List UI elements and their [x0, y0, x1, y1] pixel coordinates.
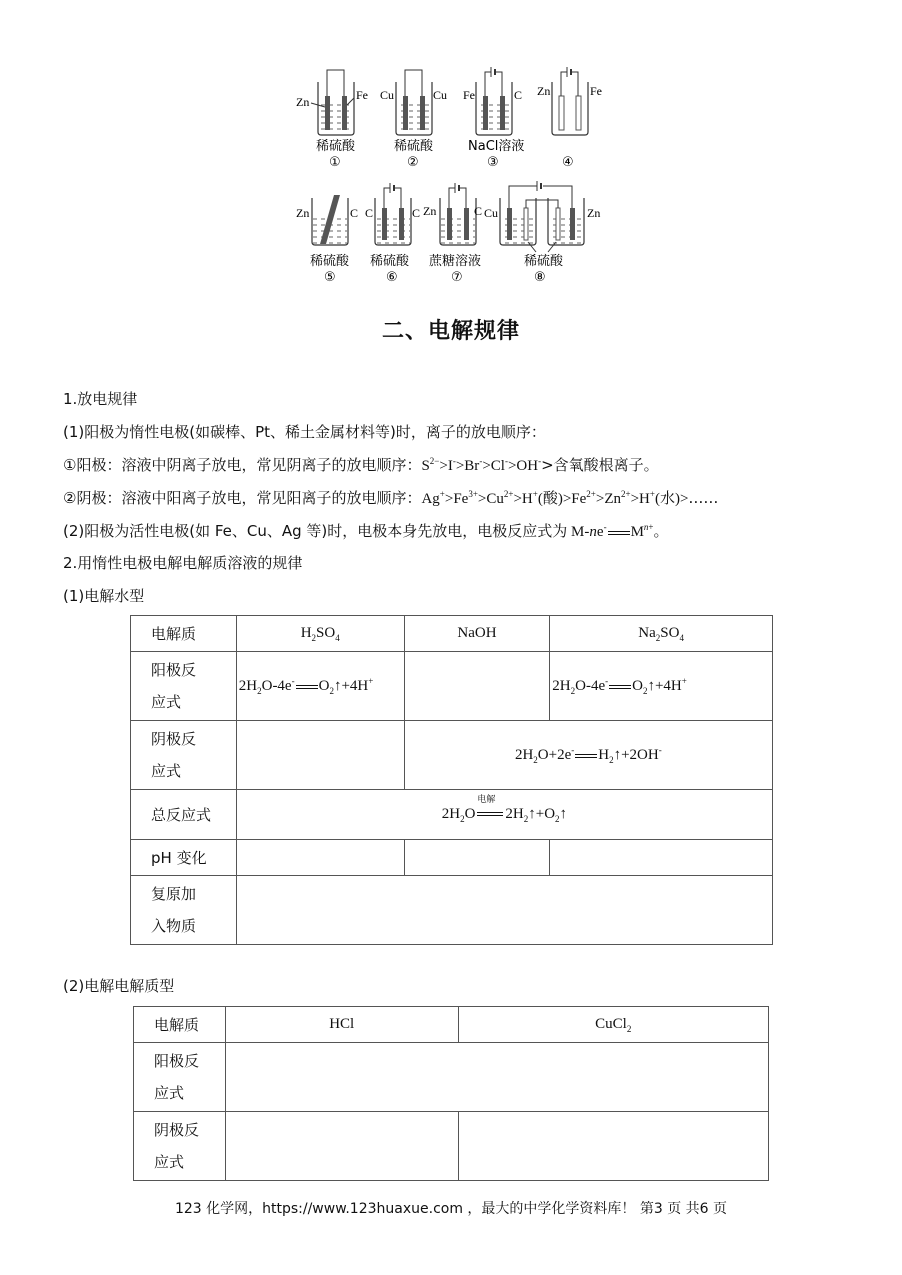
- total-equation: $2H_2O$ 电解 $2H_2↑+O_2↑$: [236, 790, 772, 840]
- cell-4: [537, 67, 602, 170]
- heading-water-electrolysis: (1)电解水型: [63, 587, 145, 605]
- t2-hcl-cathode-cell: [225, 1112, 458, 1181]
- t2-row-label-cathode: [134, 1112, 226, 1181]
- row-label-restore: [131, 876, 237, 945]
- anode-order-suffix: >含氧酸根离子。: [541, 456, 659, 474]
- cell-1-right-electrode: Fe: [356, 88, 368, 102]
- cell-3: [463, 67, 524, 170]
- cell-8-right-electrode: Zn: [587, 206, 601, 220]
- cell-6-left-electrode: C: [365, 206, 374, 220]
- cell-6-number: ⑥: [386, 270, 398, 285]
- row-label-electrolyte: 电解质: [131, 616, 237, 652]
- cell-6-right-electrode: C: [412, 206, 421, 220]
- cell-5-number: ⑤: [324, 270, 336, 285]
- cathode-order-prefix: ②阴极：溶液中阳离子放电，常见阳离子的放电顺序：: [63, 489, 422, 507]
- cell-6: [365, 183, 420, 285]
- naoh-anode-cell: [404, 652, 550, 721]
- cell-7: [423, 183, 482, 285]
- row-label-total: 总反应式: [131, 790, 237, 840]
- active-anode-prefix: (2)阳极为活性电极(如 Fe、Cu、Ag 等)时，电极本身先放电，电极反应式为: [63, 522, 568, 540]
- row-label-anode: [131, 652, 237, 721]
- cell-3-right-electrode: C: [514, 88, 523, 102]
- cell-7-solution: 蔗糖溶液: [429, 254, 482, 269]
- heading-inert-electrolysis: 2.用惰性电极电解电解质溶液的规律: [63, 554, 303, 572]
- active-anode-equation: M-ne- $M^{n+}$: [567, 522, 654, 540]
- restore-cell: [236, 876, 772, 945]
- active-anode-suffix: 。: [653, 522, 669, 540]
- cell-8-left-electrode: Cu: [484, 206, 499, 220]
- cell-2: [380, 70, 447, 170]
- cathode-order-suffix: ……: [688, 489, 719, 507]
- cell-2-right-electrode: Cu: [433, 88, 448, 102]
- h2so4-header: $H_2SO_4$: [236, 616, 404, 652]
- line-inert-anode: (1)阳极为惰性电极(如碳棒、Pt、稀土金属材料等)时，离子的放电顺序：: [63, 423, 546, 441]
- cell-5-left-electrode: Zn: [296, 206, 310, 220]
- cell-7-number: ⑦: [451, 270, 463, 285]
- t2-cucl2-cathode-cell: [458, 1112, 769, 1181]
- cell-1-left-electrode: Zn: [296, 95, 310, 109]
- cell-5: [296, 195, 358, 285]
- naoh-ph-cell: [404, 840, 550, 876]
- cell-3-solution: NaCl溶液: [468, 139, 525, 154]
- row-label-cathode: [131, 721, 237, 790]
- t2-row-label-cathode-line2: 应式: [154, 1153, 185, 1171]
- electrochemical-cells-figure: [0, 0, 902, 300]
- row-label-anode-line1: 阳极反: [151, 661, 197, 679]
- hcl-header: HCl: [225, 1007, 458, 1043]
- electrolysis-condition: 电解: [477, 795, 496, 806]
- water-electrolysis-table: [130, 615, 773, 945]
- line-cathode-order: [63, 487, 718, 508]
- h2so4-ph-cell: [236, 840, 404, 876]
- h2so4-anode-equation: $2H_2O-4e^-$ $O_2↑+4H^+$: [236, 652, 404, 721]
- cell-7-left-electrode: Zn: [423, 204, 437, 218]
- electrolyte-electrolysis-table: [133, 1006, 769, 1181]
- na2so4-header: $Na_2SO_4$: [550, 616, 773, 652]
- line-anode-order: [63, 454, 659, 475]
- cell-1: [296, 70, 368, 170]
- cell-6-solution: 稀硫酸: [370, 254, 410, 269]
- cell-2-left-electrode: Cu: [380, 88, 395, 102]
- t2-row-label-electrolyte: 电解质: [134, 1007, 226, 1043]
- row-label-cathode-line2: 应式: [151, 762, 182, 780]
- h2so4-cathode-cell: [236, 721, 404, 790]
- cell-5-solution: 稀硫酸: [310, 254, 350, 269]
- row-label-cathode-line1: 阴极反: [151, 730, 197, 748]
- cell-1-number: ①: [329, 155, 341, 170]
- cell-5-right-electrode: C: [350, 206, 359, 220]
- cell-1-solution: 稀硫酸: [316, 139, 356, 154]
- section-title: 二、电解规律: [381, 318, 520, 344]
- cucl2-header: CuCl$_2$: [458, 1007, 769, 1043]
- na2so4-ph-cell: [550, 840, 773, 876]
- cell-4-right-electrode: Fe: [590, 84, 602, 98]
- row-label-restore-line1: 复原加: [151, 885, 197, 903]
- cell-7-right-electrode: C: [474, 204, 483, 218]
- cell-2-number: ②: [407, 155, 419, 170]
- cathode-equation: $2H_2O+2e^-$ $H_2↑+2OH^-$: [404, 721, 772, 790]
- cell-4-left-electrode: Zn: [537, 84, 551, 98]
- t2-row-label-anode-line1: 阳极反: [154, 1052, 200, 1070]
- na2so4-anode-equation: $2H_2O-4e^-$ $O_2↑+4H^+$: [550, 652, 773, 721]
- t2-row-label-anode: [134, 1043, 226, 1112]
- cell-3-left-electrode: Fe: [463, 88, 475, 102]
- cell-4-number: ④: [562, 155, 574, 170]
- cell-8-solution: 稀硫酸: [524, 254, 564, 269]
- heading-discharge-rule: 1.放电规律: [63, 390, 138, 408]
- page-footer: 123 化学网，https://www.123huaxue.com ，最大的中学化学资料库！ 第3 页 共6 页: [174, 1201, 728, 1217]
- anode-order-prefix: ①阳极：溶液中阴离子放电，常见阴离子的放电顺序：: [63, 456, 422, 474]
- heading-electrolyte-electrolysis: (2)电解电解质型: [63, 977, 175, 995]
- t2-row-label-anode-line2: 应式: [154, 1084, 185, 1102]
- row-label-ph: pH 变化: [131, 840, 237, 876]
- t2-anode-cell: [225, 1043, 768, 1112]
- cation-order: $Ag^+>Fe^{3+}>Cu^{2+}>H^+$(酸)$>Fe^{2+}>Zn^{2+}>H^+$(水)>: [421, 489, 689, 507]
- row-label-anode-line2: 应式: [151, 693, 182, 711]
- t2-row-label-cathode-line1: 阴极反: [154, 1121, 200, 1139]
- line-active-anode: [63, 520, 669, 541]
- cell-2-solution: 稀硫酸: [394, 139, 434, 154]
- cell-3-number: ③: [487, 155, 499, 170]
- cell-8: [484, 181, 600, 285]
- cell-8-number: ⑧: [534, 270, 546, 285]
- row-label-restore-line2: 入物质: [151, 917, 197, 935]
- anion-order: $S^{2-}>I^->Br^->Cl^->OH^-$: [421, 456, 542, 474]
- naoh-header: NaOH: [404, 616, 550, 652]
